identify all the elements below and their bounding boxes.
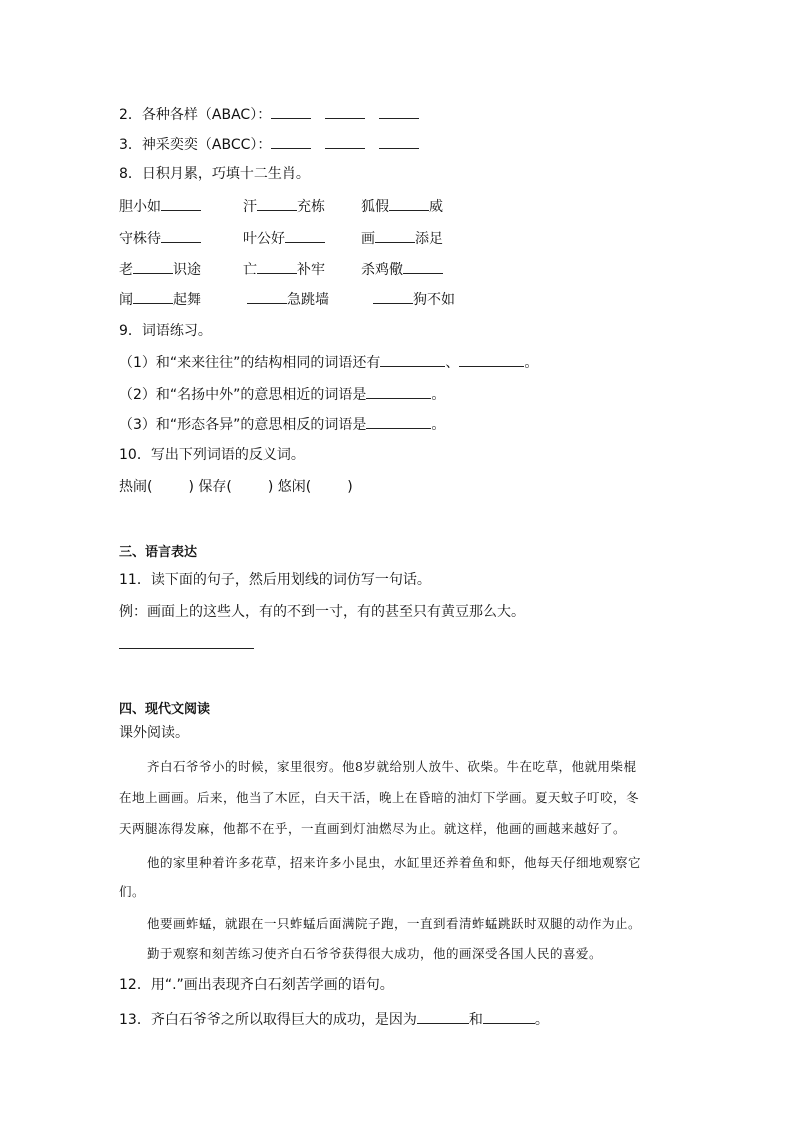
idiom-text: 闻 [119,292,133,308]
idiom-text: 亡 [243,262,257,278]
answer-blank[interactable] [366,414,431,429]
passage-line: 齐白石爷爷小的时候，家里很穷。他8岁就给别人放牛、砍柴。牛在吃草，他就用柴棍 [147,759,637,774]
passage-line: 们。 [119,884,146,899]
question-9-1 [119,352,538,373]
section-4-heading: 四、现代文阅读 [119,702,211,717]
answer-blank[interactable] [380,352,445,367]
question-11-title: 11．读下面的句子，然后用划线的词仿写一句话。 [119,572,431,588]
question-8-title: 8．日积月累，巧填十二生肖。 [119,166,310,182]
antonym-item: ) 悠闲( [267,479,312,495]
idiom-text: 急跳墙 [287,292,329,308]
idiom-text: 叶公好 [243,231,285,247]
passage-line: 勤于观察和刻苦练习使齐白石爷爷获得很大成功，他的画深受各国人民的喜爱。 [147,946,603,961]
answer-blank[interactable] [161,228,201,243]
section-4-subtitle: 课外阅读。 [119,725,189,741]
answer-blank[interactable] [483,1009,535,1024]
idiom-text: 识途 [173,262,201,278]
end-punct: 。 [534,1012,549,1028]
passage-line: 他要画蚱蜢，就跟在一只蚱蜢后面满院子跑，一直到看清蚱蜢跳跃时双腿的动作为止。 [147,916,642,931]
question-2 [119,104,419,125]
prompt-text: （1）和“来来往往”的结构相同的词语还有 [119,355,381,371]
zodiac-row-4 [119,289,455,310]
zodiac-row-3 [119,259,443,280]
answer-blank[interactable] [373,289,413,304]
answer-blank[interactable] [366,384,431,399]
idiom-text: 添足 [415,231,443,247]
idiom-text: 老 [119,262,133,278]
zodiac-row-1 [119,196,443,217]
separator-text: 、 [445,355,460,371]
prompt-text: 13．齐白石爷爷之所以取得巨大的成功，是因为 [119,1012,417,1028]
zodiac-row-2 [119,228,443,249]
answer-blank[interactable] [133,259,173,274]
answer-blank[interactable] [403,259,443,274]
question-13 [119,1009,549,1030]
prompt-text: （3）和“形态各异”的意思相反的词语是 [119,417,367,433]
idiom-text: 补牢 [297,262,325,278]
question-11-example: 例：画面上的这些人，有的不到一寸，有的甚至只有黄豆那么大。 [119,604,525,620]
answer-blank[interactable] [379,134,419,149]
answer-blank[interactable] [325,134,365,149]
answer-blank[interactable] [459,352,524,367]
answer-blank[interactable] [325,104,365,119]
idiom-text: 充栋 [297,199,325,215]
antonym-item: ) [347,479,353,495]
question-10-title: 10．写出下列词语的反义词。 [119,447,305,463]
end-punct: 。 [431,387,446,403]
end-punct: 。 [524,355,539,371]
idiom-text: 胆小如 [119,199,161,215]
idiom-text: 杀鸡儆 [361,262,403,278]
idiom-text: 狗不如 [413,292,455,308]
answer-blank[interactable] [417,1009,469,1024]
question-9-2 [119,384,445,405]
idiom-text: 威 [429,199,443,215]
question-2-text: 2．各种各样（ABAC）： [119,107,272,123]
answer-blank[interactable] [285,228,325,243]
antonym-row [119,477,353,497]
answer-line[interactable] [119,648,254,649]
answer-blank[interactable] [247,289,287,304]
passage-line: 他的家里种着许多花草，招来许多小昆虫，水缸里还养着鱼和虾，他每天仔细地观察它 [147,855,642,870]
answer-blank[interactable] [257,259,297,274]
idiom-text: 狐假 [361,199,389,215]
passage-line: 在地上画画。后来，他当了木匠，白天干活，晚上在昏暗的油灯下学画。夏天蚊子叮咬，冬 [119,790,640,805]
answer-blank[interactable] [379,104,419,119]
section-3-heading: 三、语言表达 [119,545,198,560]
passage-line: 天两腿冻得发麻，他都不在乎，一直画到灯油燃尽为止。就这样，他画的画越来越好了。 [119,821,627,836]
idiom-text: 起舞 [173,292,201,308]
answer-blank[interactable] [271,134,311,149]
question-3-text: 3．神采奕奕（ABCC）： [119,137,272,153]
question-3 [119,134,419,155]
separator-text: 和 [468,1012,483,1028]
answer-blank[interactable] [271,104,311,119]
end-punct: 。 [431,417,446,433]
question-9-title: 9．词语练习。 [119,323,212,339]
answer-blank[interactable] [389,196,429,211]
answer-blank[interactable] [257,196,297,211]
idiom-text: 画 [361,231,375,247]
prompt-text: （2）和“名扬中外”的意思相近的词语是 [119,387,367,403]
antonym-item: 热闹( [119,479,153,495]
antonym-item: ) 保存( [188,479,232,495]
idiom-text: 汗 [243,199,257,215]
answer-blank[interactable] [375,228,415,243]
idiom-text: 守株待 [119,231,161,247]
answer-blank[interactable] [161,196,201,211]
question-12: 12．用“.”画出表现齐白石刻苦学画的语句。 [119,977,394,993]
question-9-3 [119,414,445,435]
answer-blank[interactable] [133,289,173,304]
